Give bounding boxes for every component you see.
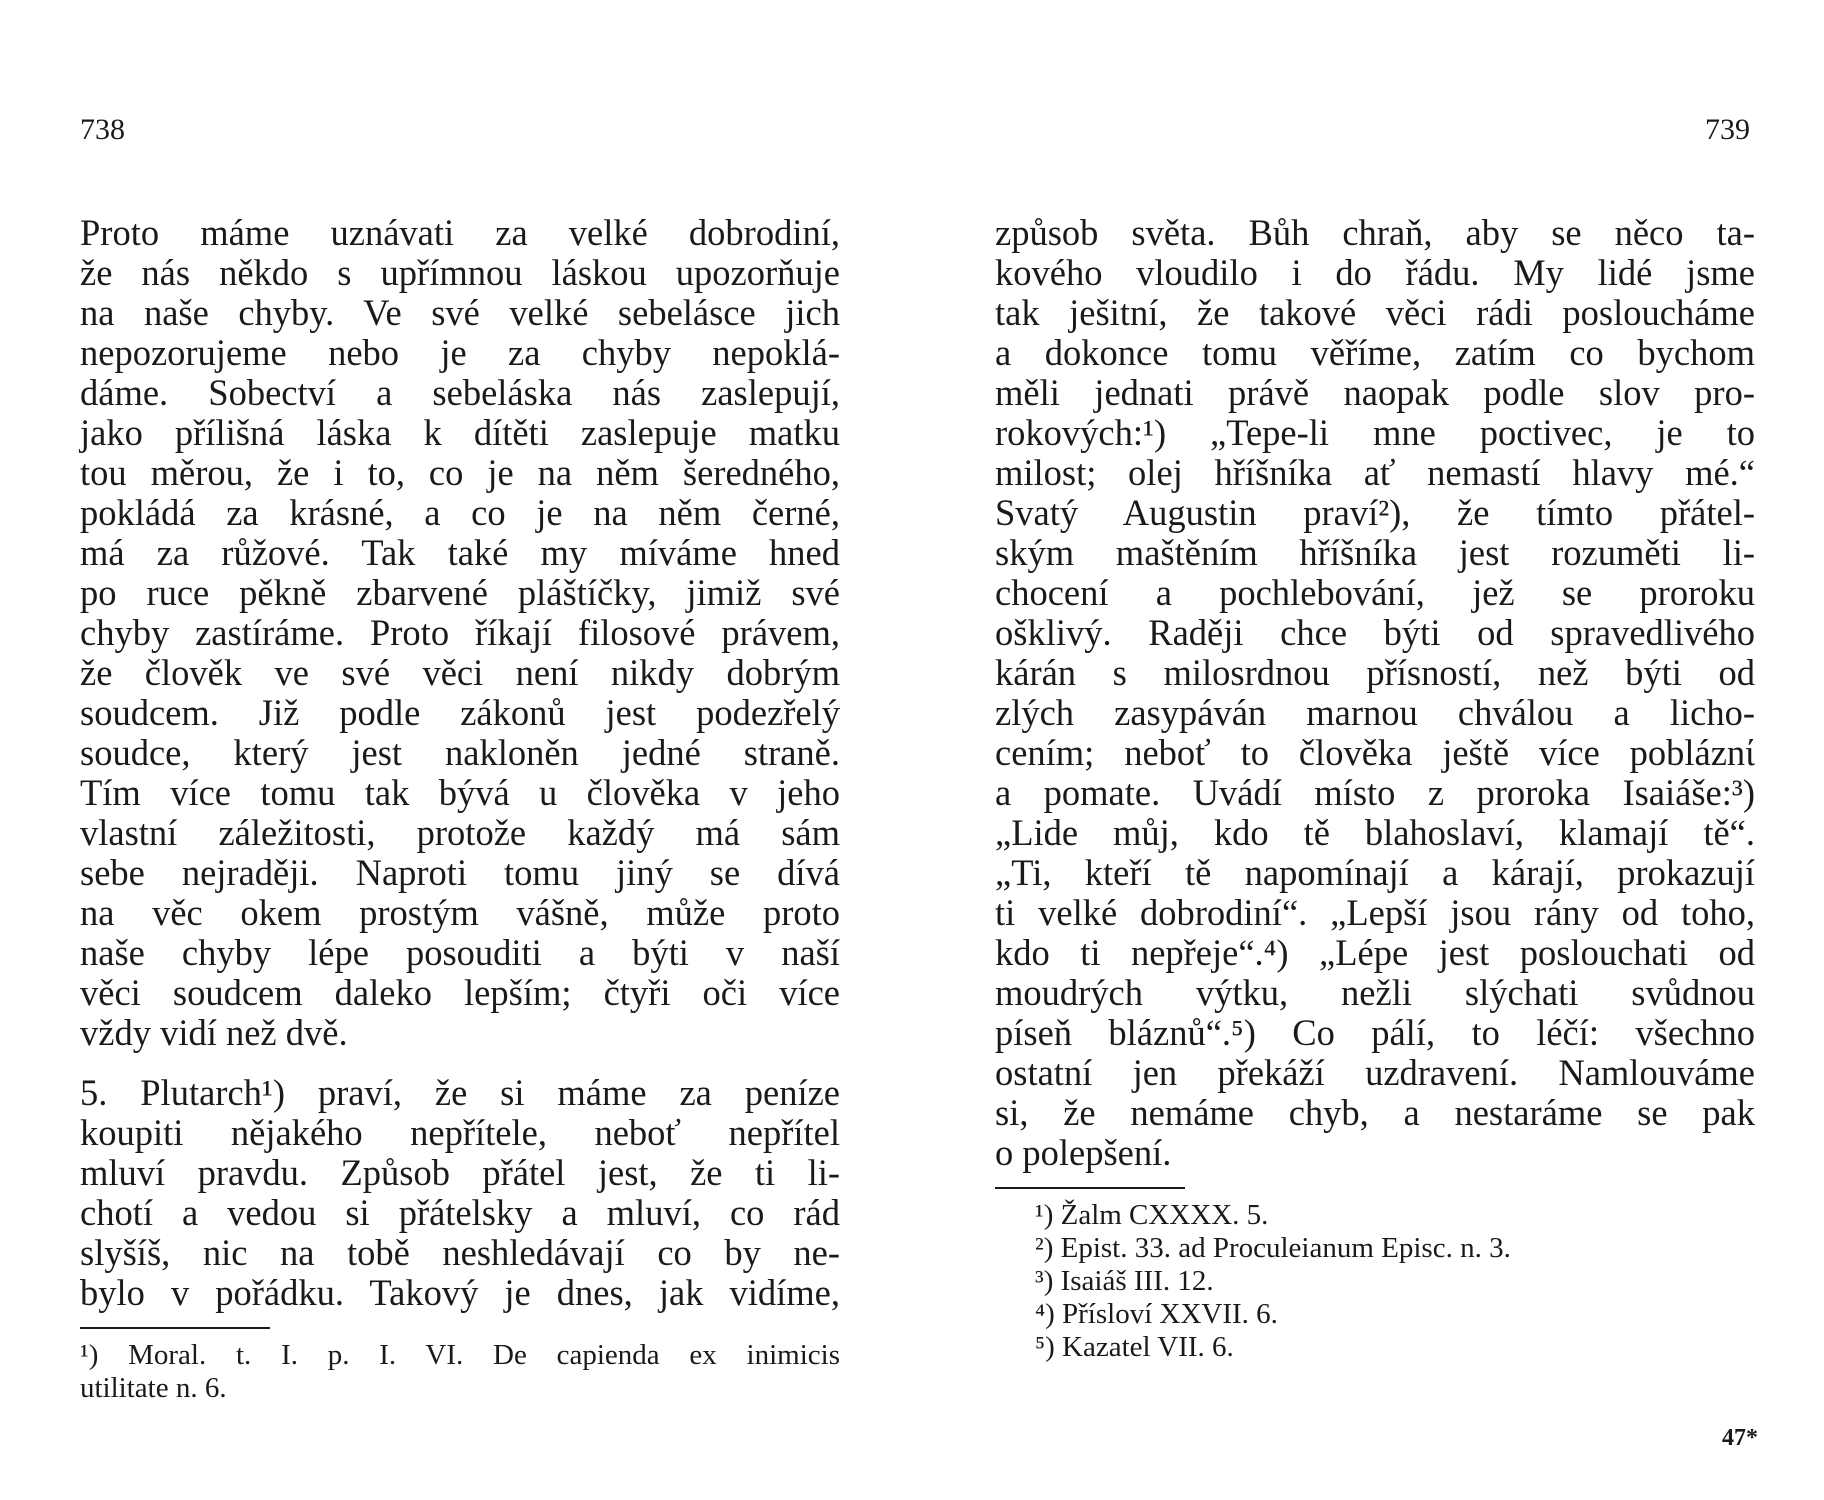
text-line: a pomate. Uvádí místo z proroka Isaiáše:³) bbox=[995, 772, 1755, 813]
text-line: Tím více tomu tak bývá u člověka v jeho bbox=[80, 772, 840, 813]
text-line: tou měrou, že i to, co je na něm šeredného, bbox=[80, 452, 840, 493]
text-line: jako přílišná láska k dítěti zaslepuje matku bbox=[80, 412, 840, 453]
text-line: má za růžové. Tak také my míváme hned bbox=[80, 532, 840, 573]
text-line: si, že nemáme chyb, a nestaráme se pak bbox=[995, 1092, 1755, 1133]
text-line: soudcem. Již podle zákonů jest podezřelý bbox=[80, 692, 840, 733]
text-line: kdo ti nepřeje“.⁴) „Lépe jest poslouchati od bbox=[995, 932, 1755, 973]
text-line: a dokonce tomu věříme, zatím co bychom bbox=[995, 332, 1755, 373]
text-line: na naše chyby. Ve své velké sebelásce jich bbox=[80, 292, 840, 333]
right-footnotes bbox=[995, 1199, 1755, 1364]
text-line: po ruce pěkně zbarvené pláštíčky, jimiž své bbox=[80, 572, 840, 613]
text-line: vždy vidí než dvě. bbox=[80, 1012, 348, 1053]
left-footnotes bbox=[80, 1339, 840, 1405]
right-paragraph bbox=[995, 213, 1755, 1173]
text-line: ským maštěním hříšníka jest rozuměti li- bbox=[995, 532, 1755, 573]
text-line: Proto máme uznávati za velké dobrodiní, bbox=[80, 212, 840, 253]
text-line: ³) Isaiáš III. 12. bbox=[1035, 1265, 1214, 1297]
page-number-left: 738 bbox=[80, 113, 125, 146]
page-number-right: 739 bbox=[1705, 113, 1750, 146]
text-line: tak ješitní, že takové věci rádi posloucháme bbox=[995, 292, 1755, 333]
text-line: naše chyby lépe posouditi a býti v naší bbox=[80, 932, 840, 973]
text-line: slyšíš, nic na tobě neshledávají co by ne- bbox=[80, 1232, 840, 1273]
text-line: sebe nejraději. Naproti tomu jiný se dívá bbox=[80, 852, 840, 893]
text-line: ²) Epist. 33. ad Proculeianum Episc. n. 3. bbox=[1035, 1232, 1511, 1264]
text-line: soudce, který jest nakloněn jedné straně. bbox=[80, 732, 840, 773]
text-line: chotí a vedou si přátelsky a mluví, co rád bbox=[80, 1192, 840, 1233]
text-line: „Ti, kteří tě napomínají a kárají, prokazují bbox=[995, 852, 1755, 893]
left-page-column bbox=[80, 213, 840, 1405]
text-line: zlých zasypáván marnou chválou a licho- bbox=[995, 692, 1755, 733]
text-line: na věc okem prostým vášně, může proto bbox=[80, 892, 840, 933]
text-line: koupiti nějakého nepřítele, neboť nepřítel bbox=[80, 1112, 840, 1153]
text-line: vlastní záležitosti, protože každý má sám bbox=[80, 812, 840, 853]
text-line: 5. Plutarch¹) praví, že si máme za peníze bbox=[80, 1072, 840, 1113]
text-line: ⁵) Kazatel VII. 6. bbox=[1035, 1331, 1234, 1363]
text-line: kového vloudilo i do řádu. My lidé jsme bbox=[995, 252, 1755, 293]
text-line: že nás někdo s upřímnou láskou upozorňuje bbox=[80, 252, 840, 293]
text-line: píseň bláznů“.⁵) Co pálí, to léčí: všechno bbox=[995, 1012, 1755, 1053]
text-line: chocení a pochlebování, jež se proroku bbox=[995, 572, 1755, 613]
text-line: chyby zastíráme. Proto říkají filosové právem, bbox=[80, 612, 840, 653]
text-line: cením; neboť to člověka ještě více pobláznί bbox=[995, 732, 1755, 773]
text-line: Svatý Augustin praví²), že tímto přátel- bbox=[995, 492, 1755, 533]
text-line: nepozorujeme nebo je za chyby nepoklá- bbox=[80, 332, 840, 373]
text-line: „Lide můj, kdo tě blahoslaví, klamají tě“. bbox=[995, 812, 1755, 853]
right-page-column bbox=[995, 213, 1755, 1364]
text-line: dáme. Sobectví a sebeláska nás zaslepují, bbox=[80, 372, 840, 413]
text-line: ti velké dobrodiní“. „Lepší jsou rány od toho, bbox=[995, 892, 1755, 933]
left-paragraph-1 bbox=[80, 213, 840, 1053]
printer-signature-mark: 47* bbox=[1722, 1425, 1758, 1451]
text-line: bylo v pořádku. Takový je dnes, jak vidíme, bbox=[80, 1272, 840, 1313]
text-line: milost; olej hříšníka ať nemastí hlavy mé.“ bbox=[995, 452, 1755, 493]
text-line: měli jednati právě naopak podle slov pro- bbox=[995, 372, 1755, 413]
text-line: ošklivý. Raději chce býti od spravedlivého bbox=[995, 612, 1755, 653]
text-line: mluví pravdu. Způsob přátel jest, že ti li- bbox=[80, 1152, 840, 1193]
text-line: způsob světa. Bůh chraň, aby se něco ta- bbox=[995, 212, 1755, 253]
text-line: že člověk ve své věci není nikdy dobrým bbox=[80, 652, 840, 693]
text-line: pokládá za krásné, a co je na něm černé, bbox=[80, 492, 840, 533]
text-line: ¹) Moral. t. I. p. I. VI. De capienda ex inimicis bbox=[80, 1339, 840, 1371]
text-line: o polepšení. bbox=[995, 1132, 1172, 1173]
text-line: ⁴) Přísloví XXVII. 6. bbox=[1035, 1298, 1278, 1330]
text-line: rokových:¹) „Tepe-li mne poctivec, je to bbox=[995, 412, 1755, 453]
text-line: ¹) Žalm CXXXX. 5. bbox=[1035, 1199, 1269, 1231]
text-line: moudrých výtku, nežli slýchati svůdnou bbox=[995, 972, 1755, 1013]
text-line: věci soudcem daleko lepším; čtyři oči více bbox=[80, 972, 840, 1013]
text-line: ostatní jen překáží uzdravení. Namlouváme bbox=[995, 1052, 1755, 1093]
left-footnote-rule bbox=[80, 1327, 270, 1329]
left-paragraph-2 bbox=[80, 1073, 840, 1313]
text-line: utilitate n. 6. bbox=[80, 1372, 227, 1404]
text-line: kárán s milosrdnou přísností, než býti od bbox=[995, 652, 1755, 693]
right-footnote-rule bbox=[995, 1187, 1185, 1189]
